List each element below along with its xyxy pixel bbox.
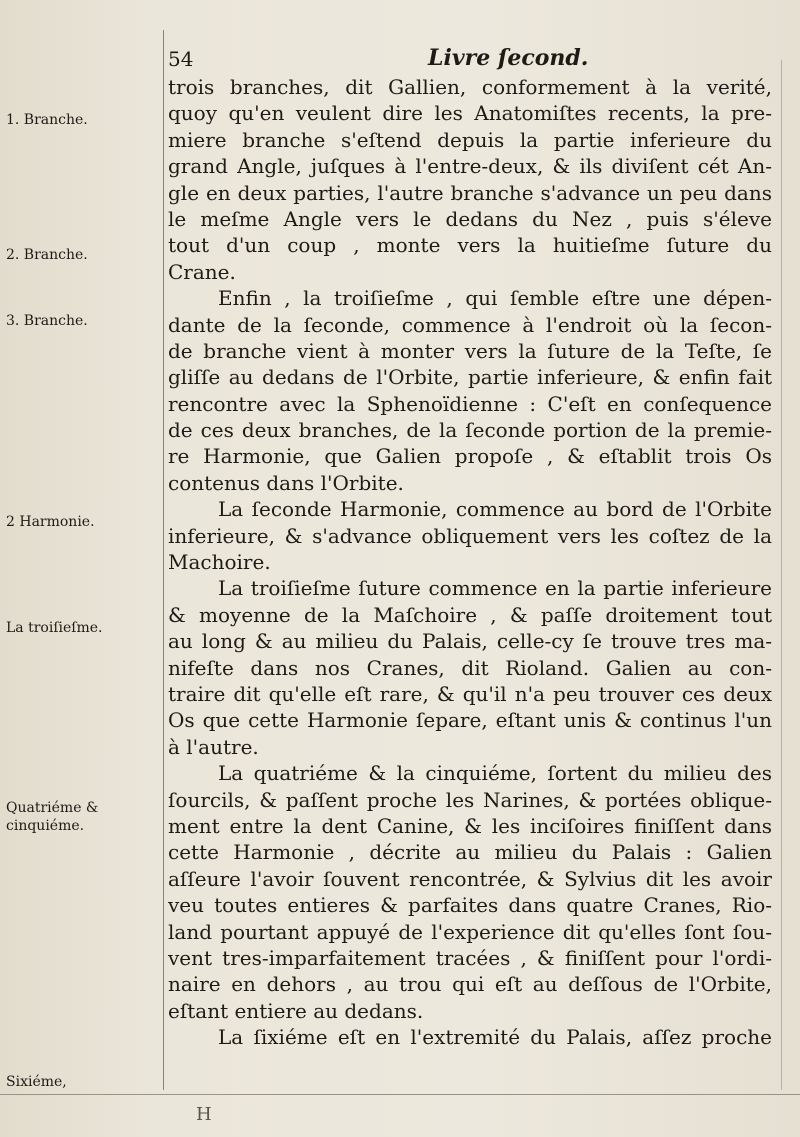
text-line: ment entre la dent Canine, & les inciſoires finiſſent dans <box>168 813 772 838</box>
text-line: Crane. <box>168 259 236 284</box>
text-line: trois branches, dit Gallien, conformement à la verité, <box>168 75 772 99</box>
text-line: le meſme Angle vers le dedans du Nez , puis s'éleve <box>168 206 772 231</box>
page-number: 54 <box>168 47 194 71</box>
page-edge <box>781 60 782 1090</box>
marginal-note: Quatriéme & <box>6 800 99 816</box>
text-line: land pourtant appuyé de l'experience dit qu'elles ſont ſou- <box>168 919 772 944</box>
marginal-note: La troiſieſme. <box>6 620 103 636</box>
text-line: gliſſe au dedans de l'Orbite, partie inferieure, & enfin fait <box>168 365 772 390</box>
text-line: dante de la ſeconde, commence à l'endroit où la ſecon- <box>168 312 772 337</box>
text-line: à l'autre. <box>168 734 259 759</box>
text-line: au long & au milieu du Palais, celle-cy ſe trouve tres ma- <box>168 629 772 654</box>
text-line: La quatriéme & la cinquiéme, ſortent du milieu des <box>218 761 772 786</box>
text-line: Os que cette Harmonie ſepare, eſtant unis & continus l'un <box>168 708 772 733</box>
text-line: La troiſieſme ſuture commence en la partie inferieure <box>218 576 772 601</box>
text-line: miere branche s'eſtend depuis la partie inferieure du <box>168 127 772 152</box>
text-line: gle en deux parties, l'autre branche s'advance un peu dans <box>168 180 772 205</box>
text-line: La ſeconde Harmonie, commence au bord de l'Orbite <box>218 497 772 522</box>
text-line: re Harmonie, que Galien propoſe , & eſtablit trois Os <box>168 444 772 469</box>
text-line: grand Angle, juſques à l'entre-deux, & ils diviſent cét An- <box>168 154 772 179</box>
marginal-note: 2 Harmonie. <box>6 514 95 530</box>
signature-mark: H <box>196 1104 212 1125</box>
text-line: traire dit qu'elle eſt rare, & qu'il n'a peu trouver ces deux <box>168 681 772 706</box>
text-line: & moyenne de la Maſchoire , & paſſe droitement tout <box>168 602 772 627</box>
text-line: La ſixiéme eſt en l'extremité du Palais, aſſez proche <box>218 1025 772 1050</box>
text-line: contenus dans l'Orbite. <box>168 470 404 495</box>
text-line: veu toutes entieres & parfaites dans quatre Cranes, Rio- <box>168 893 772 918</box>
text-line: vent tres-imparfaitement tracées , & finiſſent pour l'ordi- <box>168 945 772 970</box>
text-line: nifeſte dans nos Cranes, dit Rioland. Galien au con- <box>168 655 772 680</box>
marginal-note: Sixiéme, <box>6 1074 67 1090</box>
text-line: de branche vient à monter vers la ſuture de la Teſte, ſe <box>168 338 772 363</box>
marginal-note: 2. Branche. <box>6 247 88 263</box>
text-line: naire en dehors , au trou qui eſt au deſſous de l'Orbite, <box>168 972 772 997</box>
marginal-note: 3. Branche. <box>6 313 88 329</box>
text-line: de ces deux branches, de la ſeconde portion de la premie- <box>168 418 772 443</box>
text-line: ſourcils, & paſſent proche les Narines, & portées oblique- <box>168 787 772 812</box>
marginal-note: cinquiéme. <box>6 818 85 834</box>
page-header <box>168 45 768 71</box>
text-line: rencontre avec la Sphenoïdienne : C'eſt en conſequence <box>168 391 772 416</box>
text-line: Machoire. <box>168 550 271 575</box>
text-line: inferieure, & s'advance obliquement vers les coſtez de la <box>168 523 772 548</box>
text-line: cette Harmonie , décrite au milieu du Palais : Galien <box>168 840 772 865</box>
text-line: eſtant entiere au dedans. <box>168 998 424 1023</box>
text-line: quoy qu'en veulent dire les Anatomiſtes recents, la pre- <box>168 101 772 126</box>
text-line: Enfin , la troiſieſme , qui ſemble eſtre une dépen- <box>218 286 772 311</box>
marginal-note: 1. Branche. <box>6 112 88 128</box>
body-text <box>168 74 772 1050</box>
margin-rule <box>163 30 164 1090</box>
text-line: tout d'un coup , monte vers la huitieſme ſuture du <box>168 233 772 258</box>
running-title: Livre ſecond. <box>428 45 589 71</box>
text-line: aſſeure l'avoir ſouvent rencontrée, & Sylvius dit les avoir <box>168 866 772 891</box>
bottom-rule <box>0 1094 800 1095</box>
